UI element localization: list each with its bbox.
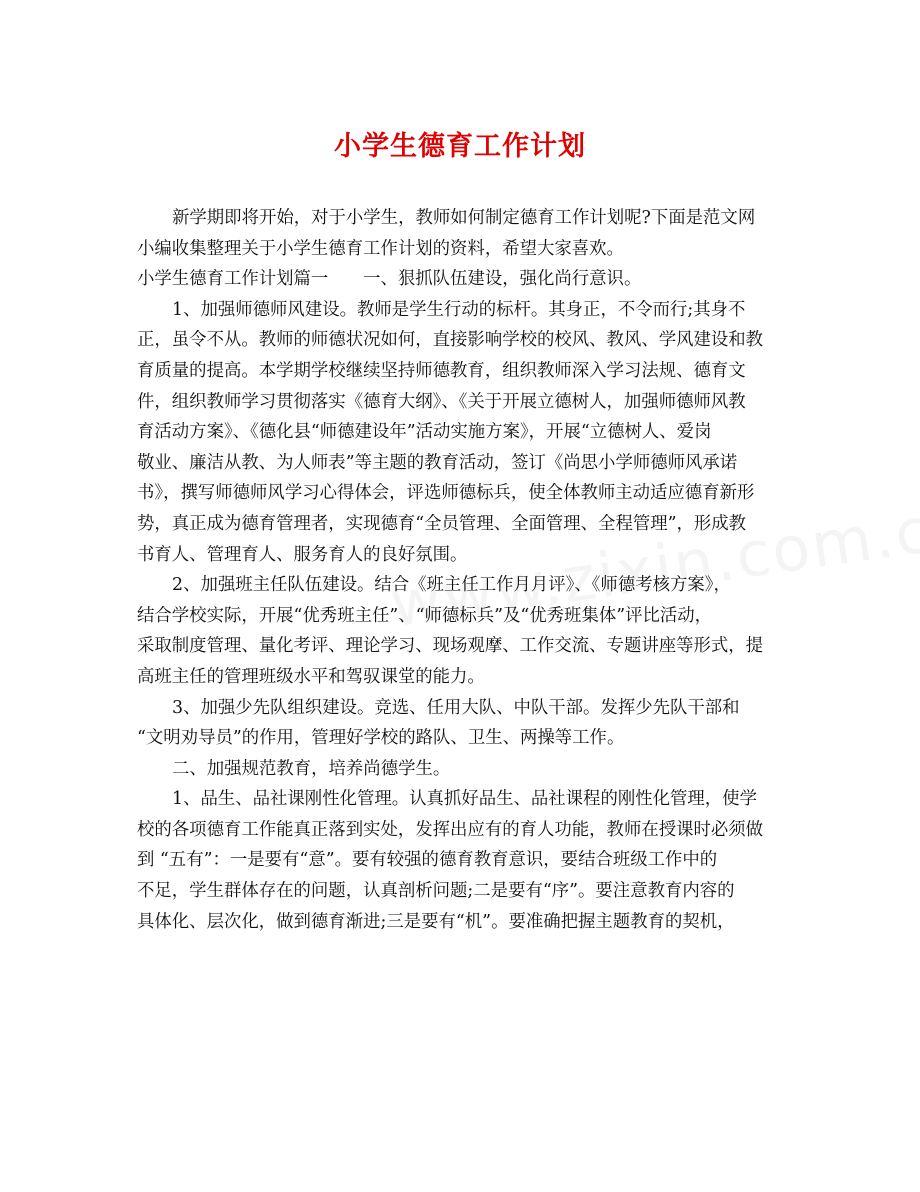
paragraph-line: 育活动方案》、《德化县“师德建设年”活动实施方案》，开展“立德树人、爱岗 [137,422,712,443]
paragraph-line: 小编收集整理关于小学生德育工作计划的资料，希望大家喜欢。 [137,238,624,259]
paragraph-line: 正，虽令不从。教师的师德状况如何，直接影响学校的校风、教风、学风建设和教 [137,330,764,351]
paragraph-line: 校的各项德育工作能真正落到实处，发挥出应有的育人功能，教师在授课时必须做 [137,819,764,840]
paragraph-line: 不足，学生群体存在的问题，认真剖析问题;二是要有“序”。要注意教育内容的 [137,881,735,902]
paragraph-line: 新学期即将开始，对于小学生，教师如何制定德育工作计划呢?下面是范文网 [172,208,756,228]
document-body [137,203,787,937]
paragraph-line: 具体化、层次化，做到德育渐进;三是要有“机”。要准确把握主题教育的契机， [137,911,735,932]
paragraph-line: 1、加强师德师风建设。教师是学生行动的标杆。其身正，不令而行;其身不 [172,299,746,320]
paragraph-line: 件，组织教师学习贯彻落实《德育大纲》、《关于开展立德树人，加强师德师风教 [137,391,746,412]
paragraph-line: 书育人、管理育人、服务育人的良好氛围。 [137,544,468,565]
paragraph-line: 结合学校实际，开展“优秀班主任”、“师德标兵”及“优秀班集体”评比活动， [137,605,713,626]
paragraph-line: 1、品生、品社课刚性化管理。认真抓好品生、品社课程的刚性化管理，使学 [172,789,757,810]
paragraph-line: 势，真正成为德育管理者，实现德育“全员管理、全面管理、全程管理”，形成教 [137,513,747,534]
paragraph-line: 敬业、廉洁从教、为人师表”等主题的教育活动，签订《尚思小学师德师风承诺 [137,452,738,473]
paragraph-line: “文明劝导员”的作用，管理好学校的路队、卫生、两操等工作。 [137,728,625,749]
paragraph-line: 二、加强规范教育，培养尚德学生。 [172,758,451,779]
paragraph-line: 到 “五有”：一是要有“意”。要有较强的德育教育意识，要结合班级工作中的 [137,850,718,871]
document-title: 小学生德育工作计划 [334,131,586,162]
paragraph-line: 2、加强班主任队伍建设。结合《班主任工作月月评》、《师德考核方案》， [172,575,731,596]
paragraph-line: 采取制度管理、量化考评、理论学习、现场观摩、工作交流、专题讲座等形式，提 [137,636,764,657]
paragraph-line: 3、加强少先队组织建设。竞选、任用大队、中队干部。发挥少先队干部和 [172,697,740,718]
paragraph-line: 育质量的提高。本学期学校继续坚持师德教育，组织教师深入学习法规、德育文 [137,360,746,381]
paragraph-line: 书》，撰写师德师风学习心得体会，评选师德标兵，使全体教师主动适应德育新形 [137,483,755,504]
paragraph-line: 高班主任的管理班级水平和驾驭课堂的能力。 [137,666,485,687]
paragraph-line: 小学生德育工作计划篇一 一、狠抓队伍建设，强化尚行意识。 [137,269,642,290]
